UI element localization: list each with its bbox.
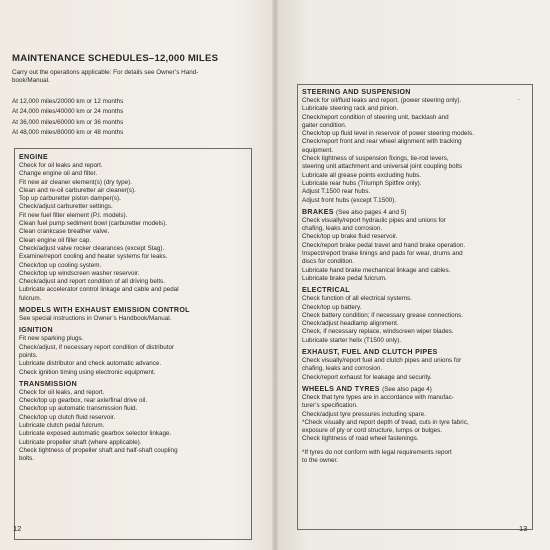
intro-line: book/Manual. xyxy=(12,77,50,85)
schedule-line: Check tightness of suspension fixings, tie-rod levers, xyxy=(302,155,449,163)
schedule-line: Fit new fuel filter element (P.I. models). xyxy=(19,211,128,219)
schedule-line: Check function of all electrical systems. xyxy=(302,295,412,303)
schedule-line: exposure of ply or cord structure, lumps or bulges. xyxy=(302,427,442,435)
schedule-line: Lubricate rear hubs (Triumph Spitfire only). xyxy=(302,179,422,187)
schedule-line: Check/top up battery. xyxy=(302,303,362,311)
schedule-line: Check/report condition of steering unit, backlash and xyxy=(302,113,449,121)
schedule-line: turer’s specification. xyxy=(302,402,358,410)
schedule-line: Lubricate clutch pedal fulcrum. xyxy=(19,422,105,430)
intro-text xyxy=(12,69,264,86)
schedule-line: chafing, leaks and corrosion. xyxy=(302,225,383,233)
section-heading xyxy=(302,208,532,217)
schedule-line: Adjust front hubs (except T.1500). xyxy=(302,196,397,204)
schedule-line: Check/top up windscreen washer reservoir. xyxy=(19,269,140,277)
interval-item: At 48,000 miles/80000 km or 48 months xyxy=(12,129,124,137)
schedule-line: Check/report front and rear wheel alignment with tracking xyxy=(302,138,462,146)
section-heading-text: MODELS WITH EXHAUST EMISSION CONTROL xyxy=(19,306,190,315)
schedule-line: Lubricate accelerator control linkage and cable and pedal xyxy=(19,286,179,294)
section-note: (See also page 4) xyxy=(382,385,432,393)
page-title: MAINTENANCE SCHEDULES–12,000 MILES xyxy=(12,53,219,64)
schedule-line: Check, if necessary replace, windscreen wiper blades. xyxy=(302,328,454,336)
section-heading-text: TRANSMISSION xyxy=(19,379,77,388)
schedule-line: Check/adjust tyre pressures including spare. xyxy=(302,410,426,418)
schedule-line: Check/top up clutch fluid reservoir. xyxy=(19,413,116,421)
service-intervals xyxy=(12,97,264,139)
schedule-line: Check for oil leaks, and report. xyxy=(19,388,105,396)
intro-line: Carry out the operations applicable: For details see Owner’s Hand- xyxy=(12,69,199,76)
schedule-line: Check/adjust, if necessary report condition of distributor xyxy=(19,343,175,351)
schedule-line: Check/report brake pedal travel and hand brake operation. xyxy=(302,241,466,249)
right-schedule-box xyxy=(297,84,533,530)
schedule-line: Check for oil/fluid leaks and report. (power steering only). xyxy=(302,97,462,104)
page-number-left: 12 xyxy=(13,524,22,533)
schedule-line: bolts. xyxy=(19,455,35,463)
schedule-line: Check/top up fluid level in reservoir of power steering models. xyxy=(302,130,474,138)
schedule-line: Adjust T.1500 rear hubs. xyxy=(302,188,371,196)
section-heading xyxy=(19,306,251,315)
schedule-line: Clean engine oil filler cap. xyxy=(19,236,92,244)
section-heading xyxy=(19,380,251,389)
schedule-line: Lubricate distributor and check automatic advance. xyxy=(19,360,162,368)
schedule-line: Examine/report cooling and heater systems for leaks. xyxy=(19,253,168,261)
section-heading-text: BRAKES xyxy=(302,207,334,216)
schedule-line: Lubricate propeller shaft (where applicable). xyxy=(19,438,142,446)
section-heading xyxy=(19,326,251,335)
section-heading-text: STEERING AND SUSPENSION xyxy=(302,88,411,96)
schedule-line: Fit new sparking plugs. xyxy=(19,335,84,343)
section-heading-text: EXHAUST, FUEL AND CLUTCH PIPES xyxy=(302,348,438,357)
section-heading xyxy=(19,153,251,162)
schedule-line: Check/adjust valve rocker clearances (except Stag). xyxy=(19,244,165,252)
schedule-line: Check tightness of road wheel fastenings. xyxy=(302,435,419,443)
page-number-right: 13 xyxy=(519,524,528,533)
schedule-line: Top up carburetter piston damper(s). xyxy=(19,195,121,203)
schedule-line: to the owner. xyxy=(302,456,339,464)
section-heading-text: ENGINE xyxy=(19,153,48,161)
section-note: (See also pages 4 and 5) xyxy=(336,208,407,216)
schedule-line: Check/top up automatic transmission fluid. xyxy=(19,405,138,413)
section-heading xyxy=(302,88,532,97)
schedule-line: *If tyres do not conform with legal requirements report xyxy=(302,448,452,456)
section-heading-text: WHEELS AND TYRES xyxy=(302,384,380,393)
schedule-line: equipment. xyxy=(302,146,334,154)
section-heading xyxy=(302,286,532,295)
schedule-line: Lubricate brake pedal fulcrum. xyxy=(302,274,387,282)
schedule-line: Check for oil leaks and report. xyxy=(19,162,103,169)
schedule-line: Check that tyre types are in accordance with manufac- xyxy=(302,393,454,401)
schedule-line: *Check visually and report depth of tread, cuts in tyre fabric, xyxy=(302,418,469,426)
schedule-line: discs for condition. xyxy=(302,258,355,266)
interval-item: At 24,000 miles/40000 km or 24 months xyxy=(12,108,124,116)
schedule-line: steering unit attachment and universal joint coupling bolts xyxy=(302,163,462,171)
schedule-line: Check visually/report fuel and clutch pipes and unions for xyxy=(302,357,462,365)
schedule-line: Check/adjust and report condition of all driving belts. xyxy=(19,278,165,286)
schedule-line: Lubricate hand brake mechanical linkage and cables. xyxy=(302,266,451,274)
schedule-line: Clean and re-oil carburetter air cleaner(s). xyxy=(19,186,136,194)
page-gutter xyxy=(272,0,278,550)
schedule-line: Check visually/report hydraulic pipes and unions for xyxy=(302,216,446,224)
schedule-line: chafing, leaks and corrosion. xyxy=(302,365,383,373)
interval-item: At 12,000 miles/20000 km or 12 months xyxy=(12,98,124,105)
schedule-line: See special instructions in Owner’s Handbook/Manual. xyxy=(19,315,172,323)
schedule-line: fulcrum. xyxy=(19,294,42,302)
schedule-line: Check/top up brake fluid reservoir. xyxy=(302,233,398,241)
section-heading xyxy=(302,348,532,357)
schedule-line: Check ignition timing using electronic equipment. xyxy=(19,368,156,376)
section-heading-text: IGNITION xyxy=(19,326,53,335)
left-schedule-box xyxy=(14,148,252,540)
schedule-line: Check/top up cooling system. xyxy=(19,261,102,269)
schedule-line: Check/top up gearbox, rear axle/final drive oil. xyxy=(19,397,148,405)
schedule-line: Lubricate starter helix (T1500 only). xyxy=(302,336,402,344)
schedule-line: Check/adjust carburetter settings. xyxy=(19,203,113,211)
section-heading xyxy=(302,385,532,394)
schedule-line: Lubricate exposed automatic gearbox selector linkage. xyxy=(19,430,172,438)
schedule-line: gaiter condition. xyxy=(302,121,347,129)
schedule-line: Check/report exhaust for leakage and security. xyxy=(302,373,432,381)
schedule-line: Inspect/report brake linings and pads for wear, drums and xyxy=(302,250,463,258)
schedule-line: Fit new air cleaner element(s) (dry type). xyxy=(19,178,133,186)
schedule-line: Change engine oil and filter. xyxy=(19,170,98,178)
schedule-line: Lubricate steering rack and pinion. xyxy=(302,105,399,113)
corner-mark: - xyxy=(518,97,520,103)
schedule-line: Clean crankcase breather valve. xyxy=(19,228,110,236)
schedule-line: Check/adjust headlamp alignment. xyxy=(302,320,399,328)
schedule-line: Check tightness of propeller shaft and half-shaft coupling xyxy=(19,446,178,454)
schedule-line: Check battery condition; if necessary grease connections. xyxy=(302,311,464,319)
schedule-line: Lubricate all grease points excluding hubs. xyxy=(302,171,422,179)
schedule-line: Clean fuel pump sediment bowl (carburetter models). xyxy=(19,220,168,228)
interval-item: At 36,000 miles/60000 km or 36 months xyxy=(12,118,124,126)
schedule-line: points. xyxy=(19,351,38,359)
section-heading-text: ELECTRICAL xyxy=(302,286,350,295)
